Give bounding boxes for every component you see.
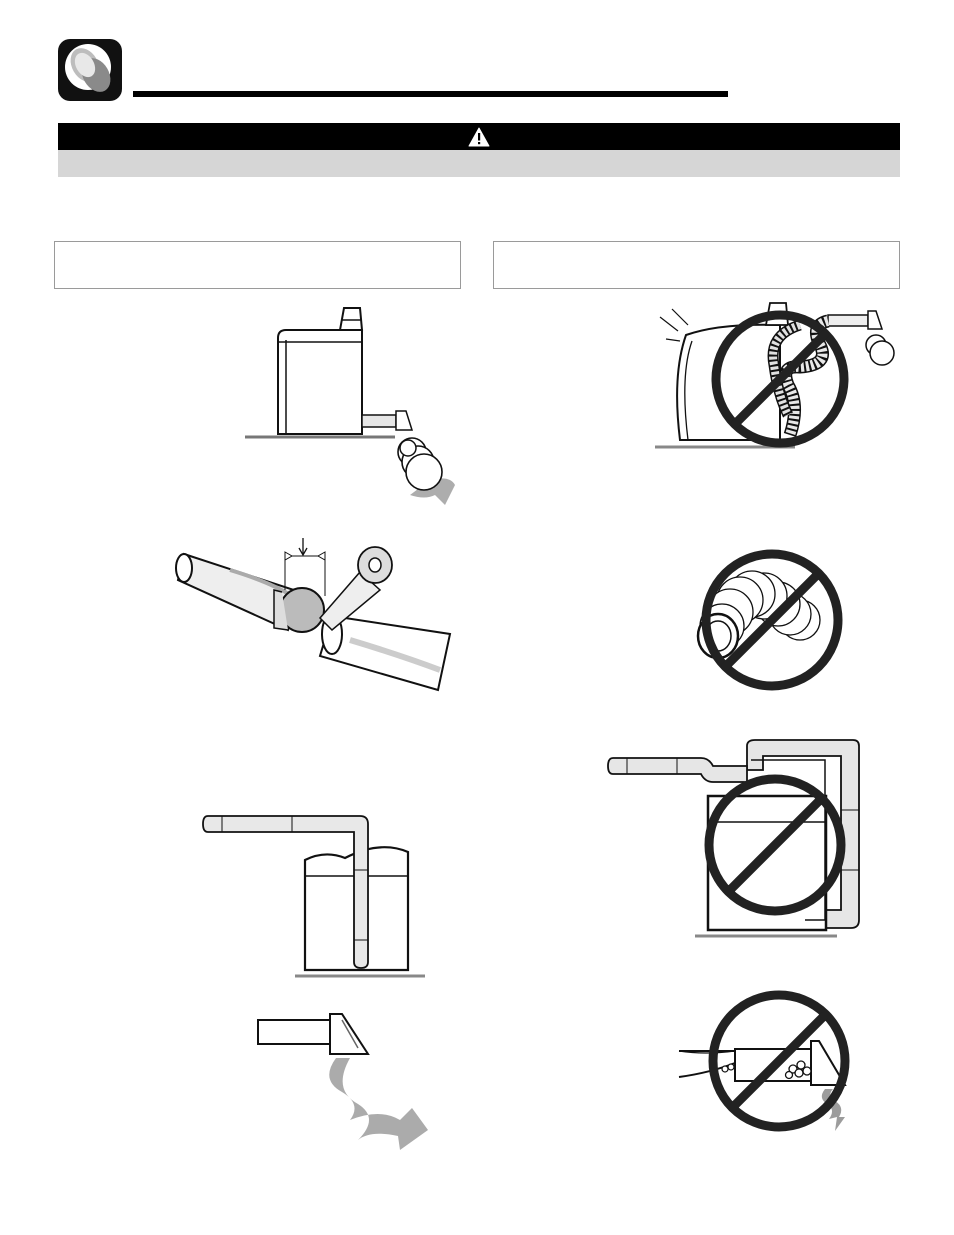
- dont-column-header: [493, 241, 900, 289]
- prohibited-long-duct-run-icon: [605, 730, 870, 945]
- warning-subbar: [58, 150, 900, 177]
- do-column-header: [54, 241, 461, 289]
- prohibited-foil-accordion-duct-icon: [690, 540, 855, 700]
- prohibited-crushed-flexible-duct-icon: [650, 295, 900, 455]
- section-logo-icon: [58, 39, 122, 101]
- duct-joint-taping-icon: [170, 530, 460, 700]
- prohibited-lint-blocked-hood-icon: [675, 985, 860, 1140]
- title-rule: [133, 91, 728, 97]
- warning-triangle-icon: [468, 127, 490, 147]
- dryer-exhaust-short-run-icon: [200, 810, 430, 985]
- warning-banner: [58, 123, 900, 150]
- dryer-with-rigid-exhaust-icon: [240, 300, 470, 515]
- exhaust-hood-airflow-icon: [250, 1000, 440, 1165]
